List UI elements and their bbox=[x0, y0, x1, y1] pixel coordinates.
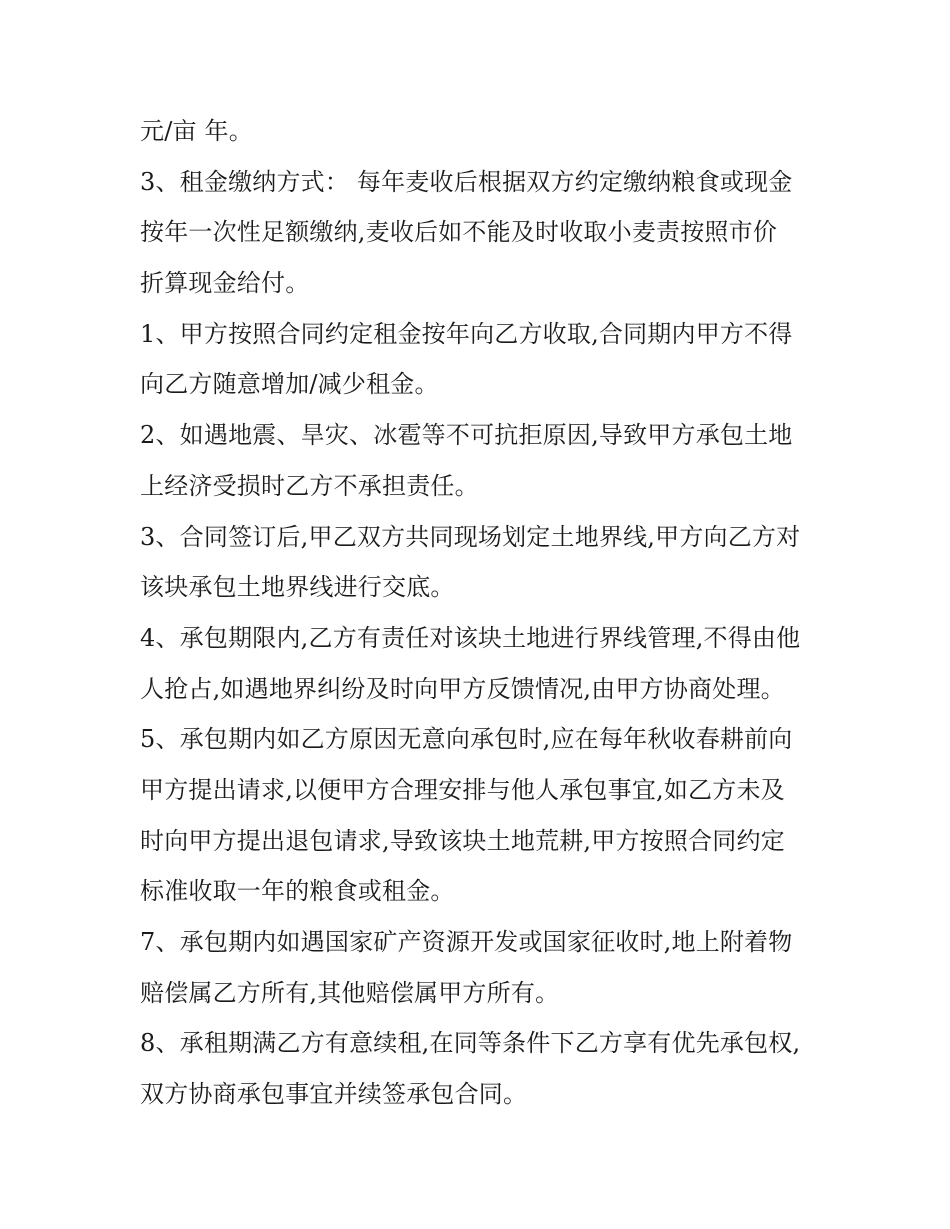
text-line: 该块承包土地界线进行交底。 bbox=[140, 573, 455, 602]
text-line: 上经济受损时乙方不承担责任。 bbox=[140, 471, 479, 500]
text-line: 1、甲方按照合同约定租金按年向乙方收取,合同期内甲方不得 bbox=[140, 319, 793, 348]
text-line: 折算现金给付。 bbox=[140, 269, 310, 298]
text-line: 7、承包期内如遇国家矿产资源开发或国家征收时,地上附着物 bbox=[140, 928, 793, 956]
text-line: 元/亩 年。 bbox=[140, 117, 253, 145]
text-line: 2、如遇地震、旱灾、冰雹等不可抗拒原因,导致甲方承包土地 bbox=[140, 421, 793, 450]
document-body bbox=[140, 106, 820, 1120]
text-line: 双方协商承包事宜并续签承包合同。 bbox=[140, 1080, 528, 1109]
text-line: 5、承包期内如乙方原因无意向承包时,应在每年秋收春耕前向 bbox=[140, 725, 793, 754]
text-line: 4、承包期限内,乙方有责任对该块土地进行界线管理,不得由他 bbox=[140, 623, 801, 652]
text-line: 甲方提出请求,以便甲方合理安排与他人承包事宜,如乙方未及 bbox=[140, 775, 785, 804]
text-line: 按年一次性足额缴纳,麦收后如不能及时收取小麦责按照市价 bbox=[140, 218, 778, 247]
text-line: 赔偿属乙方所有,其他赔偿属甲方所有。 bbox=[140, 978, 560, 1007]
text-line: 3、合同签订后,甲乙双方共同现场划定土地界线,甲方向乙方对 bbox=[140, 522, 801, 551]
text-line: 标准收取一年的粮食或租金。 bbox=[140, 877, 455, 906]
text-line: 3、租金缴纳方式： 每年麦收后根据双方约定缴纳粮食或现金 bbox=[140, 167, 793, 196]
text-line: 向乙方随意增加/减少租金。 bbox=[140, 370, 439, 399]
text-line: 8、承租期满乙方有意续租,在同等条件下乙方享有优先承包权, bbox=[140, 1029, 801, 1058]
text-line: 人抢占,如遇地界纠纷及时向甲方反馈情况,由甲方协商处理。 bbox=[140, 674, 785, 703]
text-line: 时向甲方提出退包请求,导致该块土地荒耕,甲方按照合同约定 bbox=[140, 826, 785, 855]
